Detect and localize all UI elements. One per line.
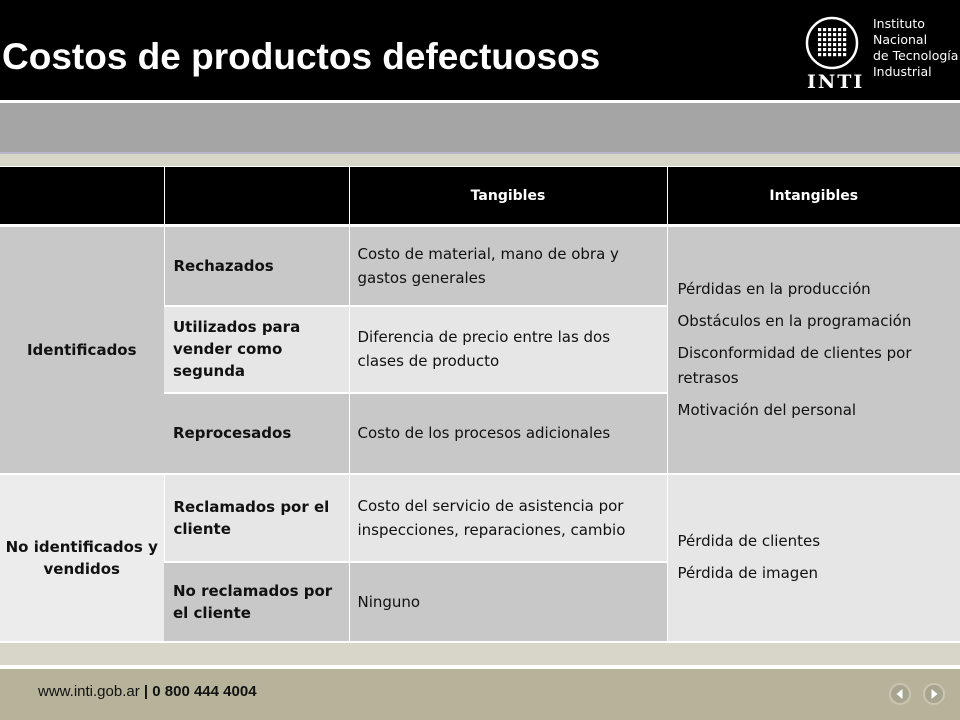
logo-grid-cell [818,33,821,36]
logo-institution-name [873,16,958,80]
logo-grid-cell [843,33,846,36]
logo-name-line: de Tecnología [873,48,959,63]
category-cell: No reclamados por el cliente [164,562,349,642]
logo-grid-cell [828,28,831,31]
header-cell-group [0,167,164,226]
slide-header [0,0,960,100]
logo-grid-cell [843,38,846,41]
table-row [0,226,960,306]
category-cell: Rechazados [164,226,349,306]
logo-grid-cell [843,48,846,51]
logo-grid-cell [828,48,831,51]
logo-grid-cell [818,43,821,46]
logo-name-line: Instituto [873,16,925,31]
header-cell-intangibles: Intangibles [667,167,960,226]
logo-grid-cell [833,53,836,56]
next-slide-icon [925,685,943,703]
slide-footer [0,669,960,720]
tangible-cell: Diferencia de precio entre las dos clases de producto [349,306,667,393]
inti-logo [805,13,959,93]
previous-slide-icon [891,685,909,703]
inti-logo-icon [805,16,859,70]
header-cell-tangibles: Tangibles [349,167,667,226]
next-slide-button[interactable] [923,683,945,705]
tangible-cell: Costo del servicio de asistencia por inspecciones, reparaciones, cambio [349,474,667,562]
logo-name-line: Nacional [873,32,928,47]
logo-grid-cell [828,43,831,46]
tangible-cell: Ninguno [349,562,667,642]
category-cell: Reclamados por el cliente [164,474,349,562]
logo-grid-cell [823,38,826,41]
table-row [0,474,960,562]
logo-name-line: Industrial [873,64,932,79]
logo-grid-cell [838,28,841,31]
header-cell-category [164,167,349,226]
logo-grid-cell [818,28,821,31]
footer-url: www.inti.gob.ar [38,683,140,700]
intangible-item: Pérdida de imagen [677,564,819,582]
logo-grid-cell [838,43,841,46]
intangible-item: Pérdidas en la producción [677,279,871,298]
logo-grid-cell [833,28,836,31]
logo-grid-cell [833,38,836,41]
logo-abbreviation: INTI [807,71,865,93]
logo-grid-cell [833,43,836,46]
group-label-identificados: Identificados [0,226,164,474]
logo-grid-cell [818,48,821,51]
logo-grid-cell [838,53,841,56]
logo-grid-cell [828,38,831,41]
footer-phone: 0 800 444 4004 [152,683,257,700]
logo-grid-cell [838,48,841,51]
table-header-row [0,167,960,226]
group-label-no-identificados: No identificados y vendidos [0,474,164,642]
logo-grid-cell [843,28,846,31]
logo-grid-cell [843,43,846,46]
logo-grid-cell [843,53,846,56]
logo-grid-cell [818,53,821,56]
logo-grid-cell [828,33,831,36]
intangibles-cell-identificados [667,226,960,474]
subtitle-band [0,103,960,152]
intangible-item: Motivación del personal [677,400,857,419]
slide-title: Costos de productos defectuosos [2,36,601,77]
intangible-item: Obstáculos en la programación [677,311,912,330]
logo-grid-cell [818,38,821,41]
intangible-item: Disconformidad de clientes por retrasos [677,343,912,387]
footer-contact [38,683,257,700]
logo-grid-cell [838,33,841,36]
logo-grid-cell [823,53,826,56]
intangible-item: Pérdida de clientes [677,532,821,550]
defective-costs-table [0,166,960,643]
logo-grid-cell [823,28,826,31]
logo-grid-cell [833,33,836,36]
logo-grid-cell [838,38,841,41]
intangibles-cell-no-identificados [667,474,960,642]
logo-grid-cell [823,33,826,36]
tangible-cell: Costo de material, mano de obra y gastos generales [349,226,667,306]
logo-grid-cell [828,53,831,56]
tangible-cell: Costo de los procesos adicionales [349,393,667,474]
category-cell: Reprocesados [164,393,349,474]
category-cell: Utilizados para vender como segunda [164,306,349,393]
logo-grid-cell [833,48,836,51]
logo-grid-cell [823,48,826,51]
band-divider [0,152,960,154]
footer-separator: | [143,683,149,700]
logo-grid-cell [823,43,826,46]
previous-slide-button[interactable] [889,683,911,705]
